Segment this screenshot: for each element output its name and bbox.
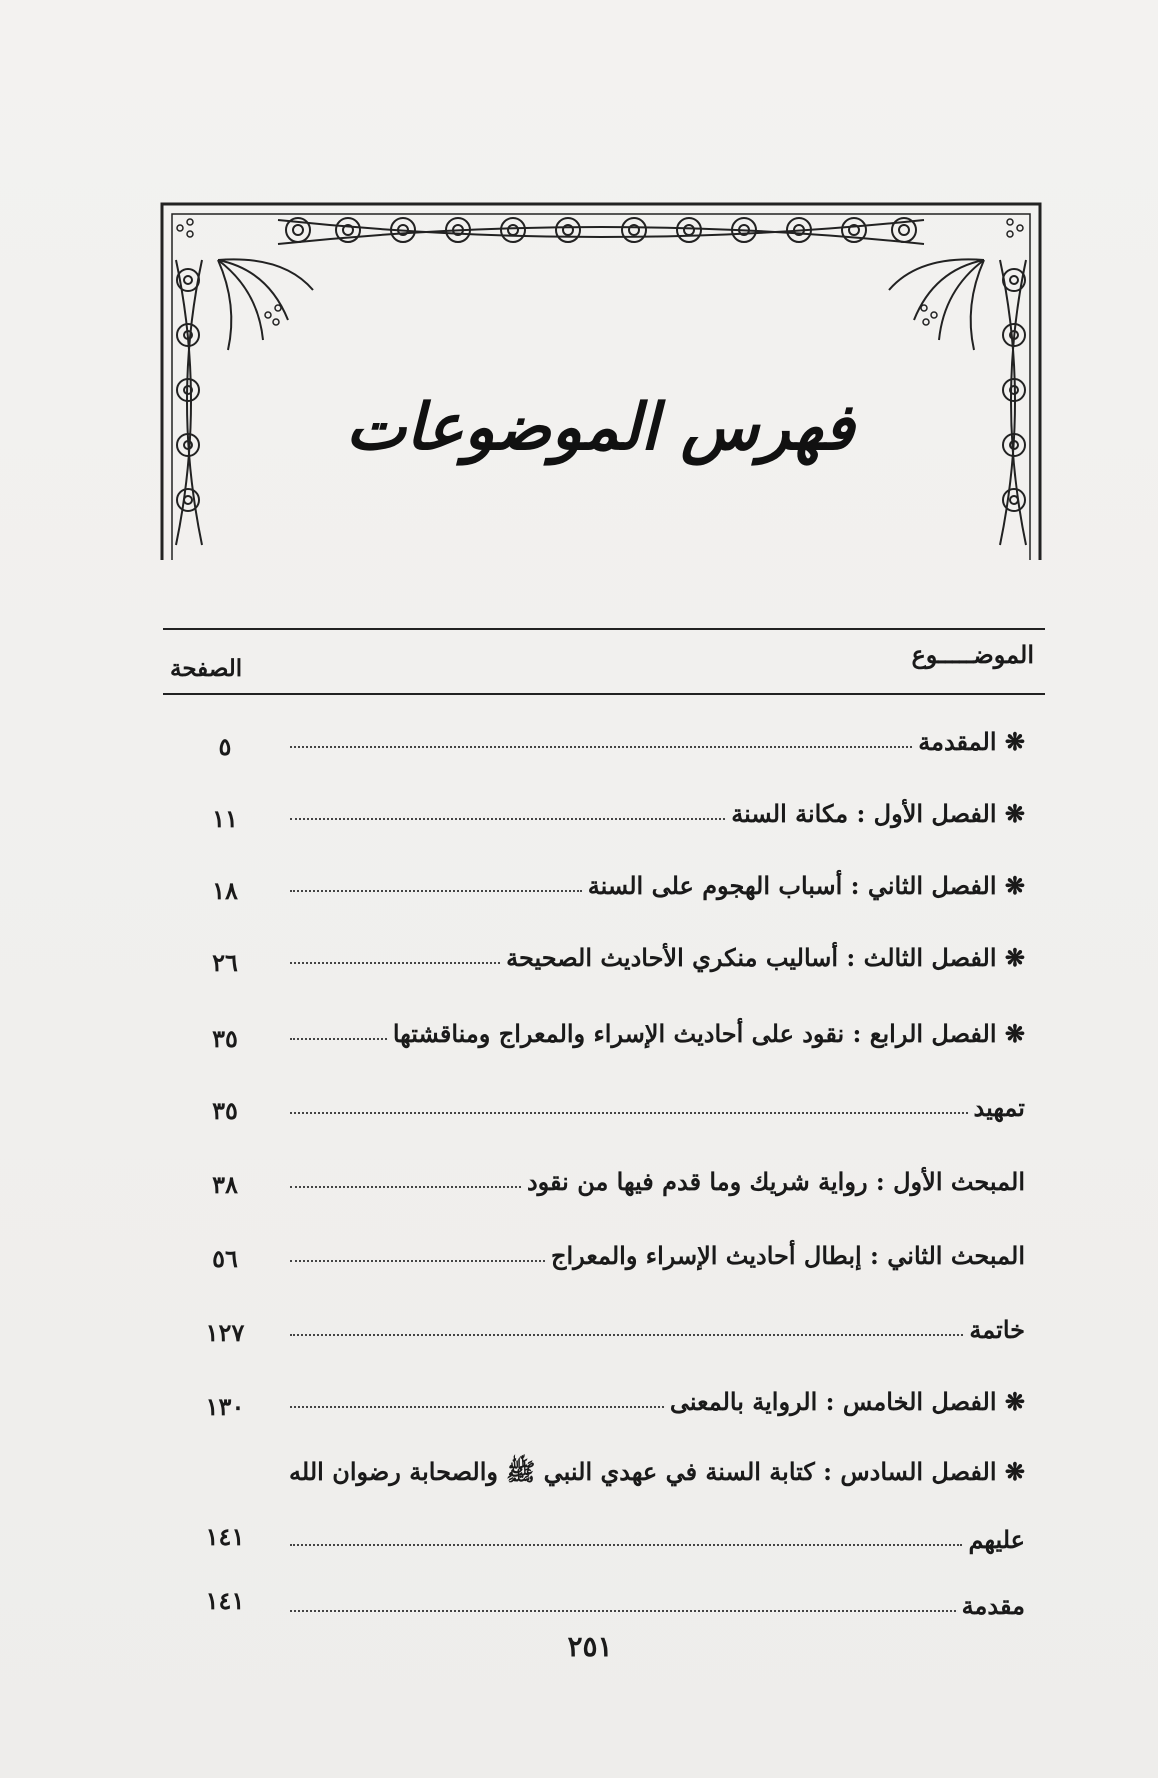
toc-entry-label: ❋ الفصل السادس : كتابة السنة في عهدي النبي ﷺ والصحابة رضوان الله xyxy=(289,1457,1025,1486)
dot-leader xyxy=(290,1260,545,1262)
toc-entry-page: ٣٥ xyxy=(212,1024,238,1053)
toc-entry-label: خاتمة xyxy=(969,1315,1025,1344)
page-title: فهرس الموضوعات xyxy=(345,390,855,465)
toc-entry-page: ٥ xyxy=(218,732,232,761)
toc-entry-label: ❋ الفصل الرابع : نقود على أحاديث الإسراء والمعراج ومناقشتها xyxy=(392,1019,1025,1048)
toc-entry-page: ١٨ xyxy=(212,876,238,905)
toc-entry[interactable] xyxy=(290,1004,1025,1048)
toc-entry[interactable] xyxy=(290,928,1025,972)
dot-leader xyxy=(290,890,582,892)
toc-entry-page: ٣٨ xyxy=(212,1170,238,1199)
toc-entry[interactable] xyxy=(290,856,1025,900)
column-header-page: الصفحة xyxy=(170,655,243,682)
dot-leader xyxy=(290,1186,521,1188)
column-header-topic: الموضـــــوع xyxy=(911,640,1034,669)
toc-entry-page: ١٢٧ xyxy=(205,1318,245,1347)
dot-leader xyxy=(290,746,912,748)
toc-entry[interactable] xyxy=(290,1576,1025,1620)
toc-entry-label: ❋ الفصل الثاني : أسباب الهجوم على السنة xyxy=(587,871,1025,900)
dot-leader xyxy=(290,1544,962,1546)
toc-entry-page: ١١ xyxy=(212,804,238,833)
toc-entry-page xyxy=(190,1468,260,1508)
page-number: ٢٥١ xyxy=(567,1630,613,1663)
toc-entry-label: المبحث الأول : رواية شريك وما قدم فيها من نقود xyxy=(526,1167,1025,1196)
dot-leader xyxy=(290,962,500,964)
dot-leader xyxy=(290,1112,968,1114)
toc-entry-page: ١٣٠ xyxy=(205,1392,245,1421)
toc-entry[interactable] xyxy=(290,1300,1025,1344)
toc-entry[interactable] xyxy=(290,1152,1025,1196)
toc-entry-page: ١٤١ xyxy=(205,1586,245,1615)
toc-entry[interactable] xyxy=(290,1078,1025,1122)
toc-entry[interactable] xyxy=(290,1226,1025,1270)
toc-entry-page: ١٤١ xyxy=(205,1522,245,1551)
toc-entry-label: ❋ الفصل الخامس : الرواية بالمعنى xyxy=(669,1387,1025,1416)
toc-entry[interactable] xyxy=(290,712,1025,756)
dot-leader xyxy=(290,1406,664,1408)
dot-leader xyxy=(290,1038,387,1040)
toc-entry-label: مقدمة xyxy=(961,1591,1025,1620)
toc-entry-page: ٥٦ xyxy=(212,1244,238,1273)
dot-leader xyxy=(290,1610,956,1612)
toc-entry[interactable] xyxy=(290,1510,1025,1554)
toc-entry[interactable] xyxy=(290,1448,1025,1492)
toc-entry-page: ٢٦ xyxy=(212,948,238,977)
toc-entry-label: عليهم xyxy=(968,1525,1025,1554)
toc-entry-label: تمهيد xyxy=(973,1093,1025,1122)
toc-entry-page: ٣٥ xyxy=(212,1096,238,1125)
toc-entry-label: ❋ الفصل الأول : مكانة السنة xyxy=(731,799,1025,828)
toc-entry[interactable] xyxy=(290,784,1025,828)
toc-entry-label: المبحث الثاني : إبطال أحاديث الإسراء والمعراج xyxy=(551,1241,1025,1270)
dot-leader xyxy=(290,1334,963,1336)
toc-entry-label: ❋ الفصل الثالث : أساليب منكري الأحاديث الصحيحة xyxy=(506,943,1025,972)
dot-leader xyxy=(290,818,725,820)
toc-entry[interactable] xyxy=(290,1372,1025,1416)
toc-entry-label: ❋ المقدمة xyxy=(918,727,1025,756)
